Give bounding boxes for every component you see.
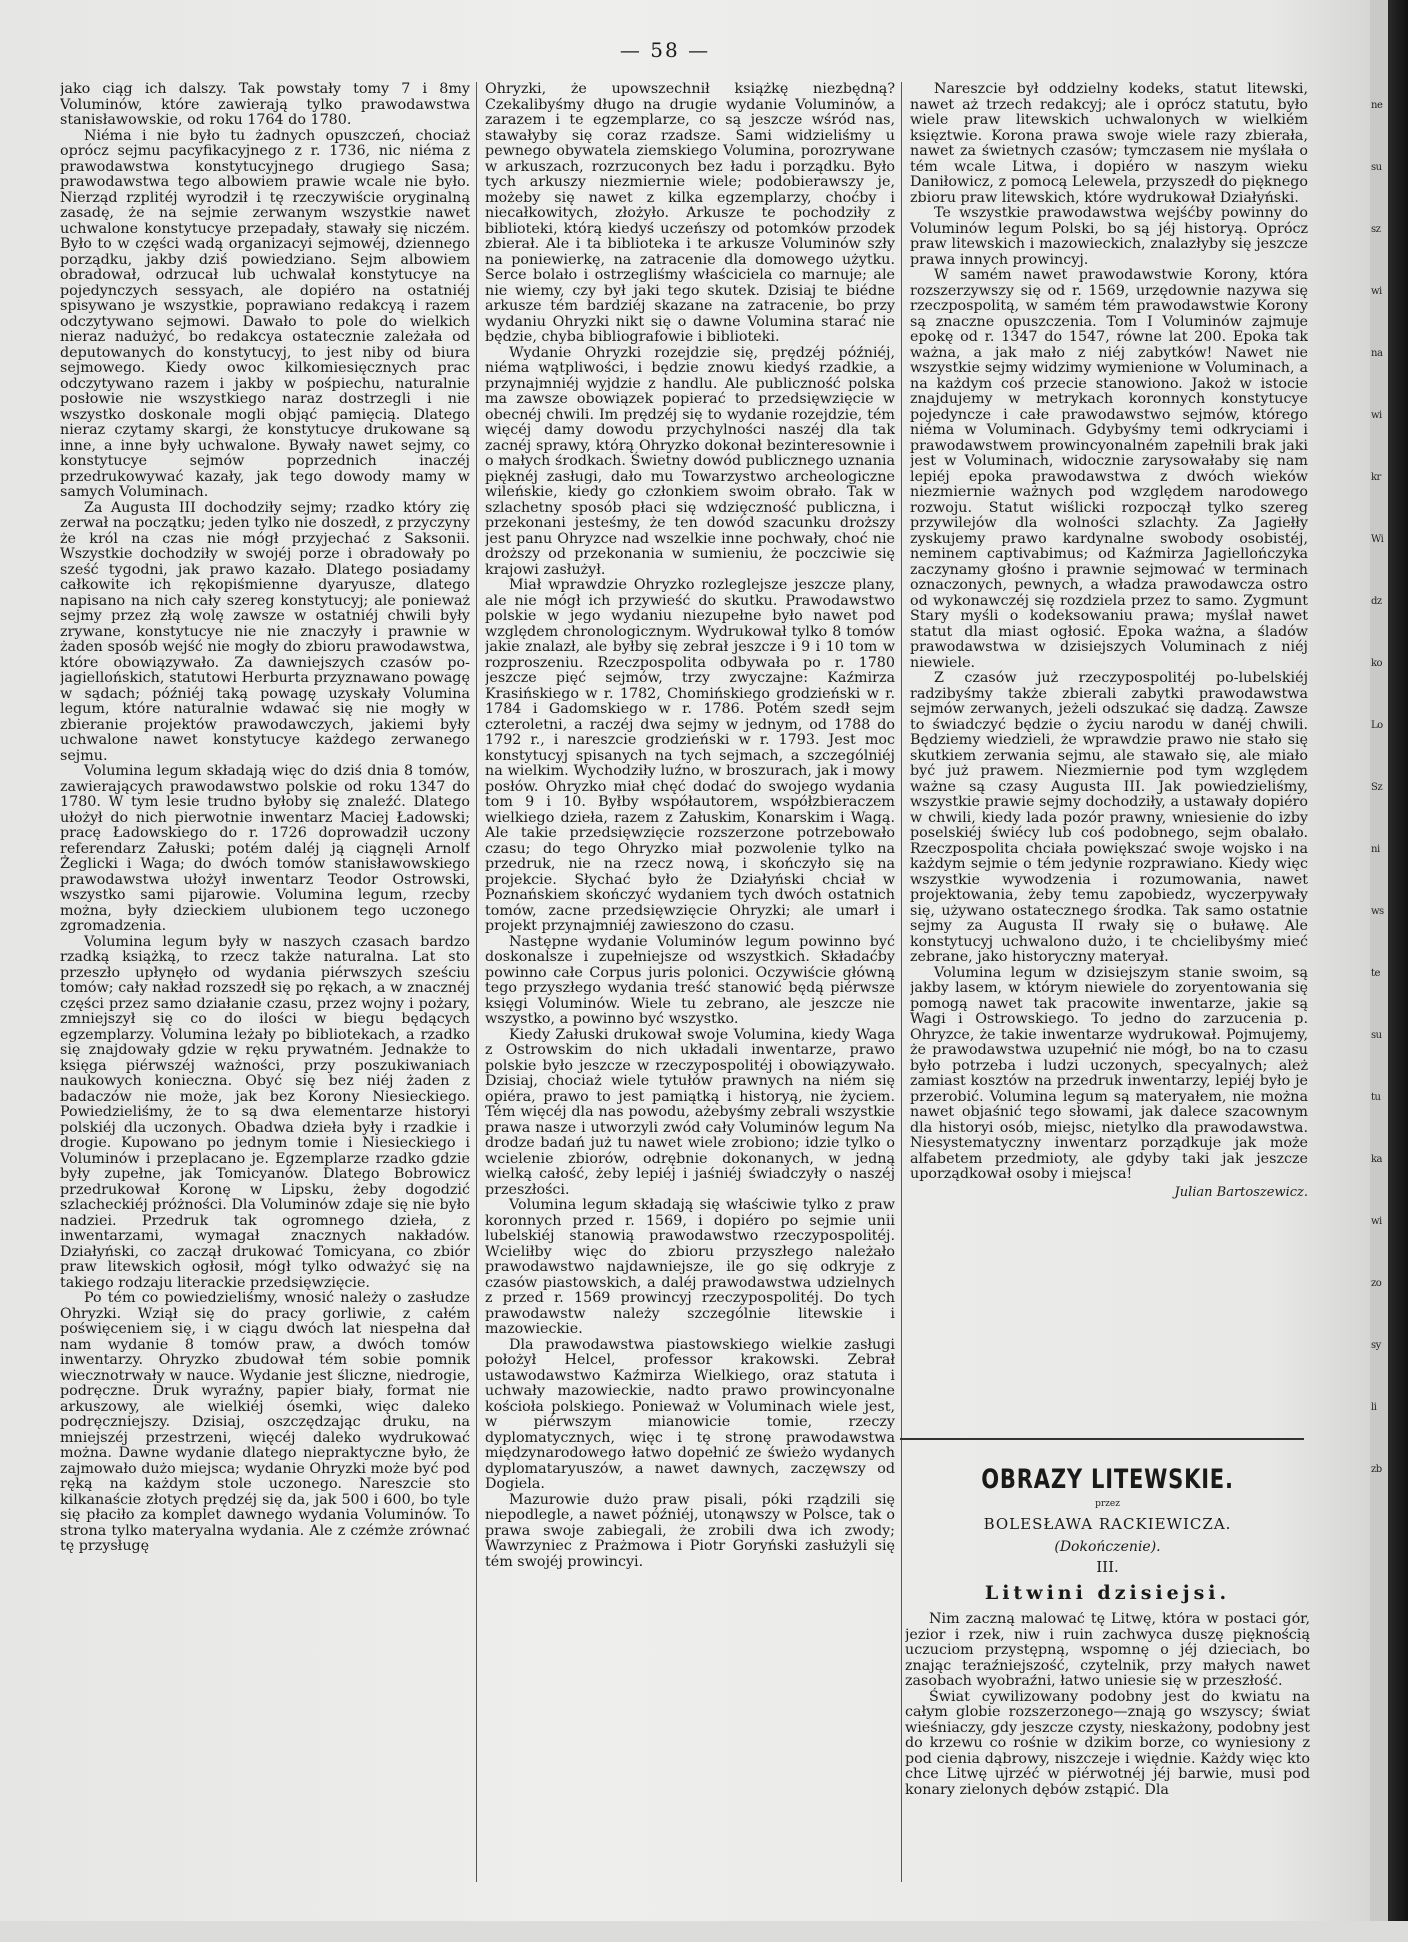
adjacent-text-fragment: zb (1371, 1464, 1382, 1475)
paragraph: Wydanie Ohryzki rozejdzie się, prędzéj późniéj, niéma wątpliwości, i będzie znowu kiedyś rzadkie, a przynajmniéj wyjdzie z handlu. Ale publiczność polska ma zawsze obowiązek popierać to przedsięwzięcie w obecnéj chwili. Im prędzéj się to wydanie rozejdzie, tém więcéj damy dowodu przychylności naszéj dla tak zacnéj sprawy, którą Ohryzko dokonał bezinteresownie i o małych środkach. Świetny dowód publicznego uznania pięknéj zasługi, dało mu Towarzystwo archeologiczne wileńskie, kiedy go członkiem swoim obrało. Tak w szlachetny sposób płaci się wdzięczność publiczna, i przekonani jesteśmy, że ten dowód szacunku droższy jest panu Ohryzce nad wszelkie inne pochwały, choć nie droższy od przekonania w sumieniu, że poczciwie się krajowi zasłużył. (485, 344, 895, 578)
paragraph: Następne wydanie Voluminów legum powinno być doskonalsze i zupełniejsze od wszystkich. Składaćby powinno całe Corpus juris polonici. Oczywiście główną tego przyszłego wydania treść stanowić będą piérwsze księgi Voluminów. Wiele tu zebrano, ale jeszcze nie wszystko, a powinno być wszystko. (485, 933, 895, 1027)
adjacent-text-fragment: Lo (1371, 720, 1383, 731)
article-by: przez (1095, 1499, 1120, 1509)
text-column-2 (485, 82, 895, 1902)
article-note: (Dokończenie). (1054, 1539, 1161, 1555)
paragraph: Nareszcie był oddzielny kodeks, statut litewski, nawet aż trzech redakcyj; ale i oprócz statutu, było wiele praw litewskich uchwalonych w wielkiém księztwie. Korona prawa swoje wiele razy zbierała, nawet za świetnych czasów; tymczasem nie myślała o tém wcale Litwa, i dopiéro w naszym wieku Daniłowicz, z pomocą Lelewela, przyszedł do pięknego zbioru praw litewskich, które wydrukował Działyński. (910, 82, 1308, 206)
adjacent-text-fragment: wi (1371, 410, 1382, 421)
paragraph: Mazurowie dużo praw pisali, póki rządzili się niepodlegle, a nawet późniéj, utonąwszy w Polsce, tak o prawa swoje zabiegali, że zrobili dwa ich zwody; Wawrzyniec z Prażmowa i Piotr Goryński zasłużyli się tém swojéj prowincyi. (485, 1491, 895, 1570)
column-divider (476, 82, 477, 1882)
section-rule (900, 1438, 1304, 1440)
text-column-1 (60, 82, 470, 1902)
adjacent-text-fragment: ka (1371, 1154, 1383, 1165)
article-obrazy-litewskie (905, 1460, 1310, 1942)
adjacent-text-fragment: te (1371, 968, 1380, 979)
adjacent-text-fragment: ni (1371, 844, 1380, 855)
book-gutter (1388, 0, 1408, 1921)
adjacent-text-fragment: tu (1371, 1092, 1381, 1103)
adjacent-text-fragment: sz (1371, 224, 1381, 235)
article-body (905, 1612, 1310, 1942)
adjacent-page-strip (1370, 0, 1388, 1921)
adjacent-text-fragment: zo (1371, 1278, 1382, 1289)
adjacent-text-fragment: li (1371, 1402, 1377, 1413)
adjacent-text-fragment: Wi (1371, 534, 1384, 545)
adjacent-text-fragment: wi (1371, 1216, 1382, 1227)
article-author: BOLESŁAWA RACKIEWICZA. (983, 1515, 1232, 1533)
paragraph: Volumina legum składają się właściwie tylko z praw koronnych przed r. 1569, i dopiéro po sejmie unii lubelskiéj stanowią prawodawstwo rzeczypospolitéj. Wcieliłby więc do zbioru przyszłego należało prawodawstwo najdawniejsze, ile go się odkryje z czasów piastowskich, a daléj prawodawstwa udzielnych z przed r. 1569 prowincyj rzeczypospolitéj. Do tych prawodawstw należy szczególnie litewskie i mazowieckie. (485, 1197, 895, 1337)
adjacent-text-fragment: su (1371, 1030, 1382, 1041)
paragraph: Te wszystkie prawodawstwa wejśćby powinny do Voluminów legum Polski, bo są jéj historyą. Oprócz praw litewskich i mazowieckich, znalazłyby się jeszcze prawa innych prowincyj. (910, 205, 1308, 268)
column-divider (901, 82, 902, 1882)
article-title: OBRAZY LITEWSKIE. (981, 1464, 1234, 1495)
paragraph: jako ciąg ich dalszy. Tak powstały tomy 7 i 8my Voluminów, które zawierają tylko prawodawstwa stanisławowskie, od roku 1764 do 1780. (60, 82, 470, 128)
adjacent-text-fragment: Sz (1371, 782, 1383, 793)
paragraph: Niéma i nie było tu żadnych opuszczeń, chociaż oprócz sejmu pacyfikacyjnego z r. 1736, nic niéma z prawodawstwa konstytucyjnego drugiego Sasa; prawodawstwa tego albowiem prawie wcale nie było. Nierząd rzplitéj wyrodził i tę rzeczywiście oryginalną zasadę, że na sejmie zerwanym wszystkie nawet uchwalone konstytucye przepadały, stawały się niczém. Było to w części wadą organizacyi sejmowéj, dziennego porządku, jakby dziś powiedziano. Sejm albowiem obradował, odrzucał lub uchwalał konstytucye na pojedynczych sessyach, ale dopiéro na ostatniéj spisywano je wszystkie, poprawiano redakcyą i razem odczytywano sejmowi. Dawało to pole do wielkich nieraz nadużyć, bo redakcya ostatecznie zależała od deputowanych do konstytucyj, to jest niby od biura sejmowego. Kiedy owoc kilkomiesięcznych prac odczytywano razem i jakby w pośpiechu, naturalnie posłowie nie wszystkiego naraz dostrzegli i nie wszystko doskonale mogli objąć pamięcią. Dlatego nieraz czytamy skargi, że konstytucye drukowane są inne, a inne były uchwalone. Bywały nawet sejmy, co konstytucye sejmów poprzednich inaczéj przedrukowywać kazały, jak tego dowody mamy w samych Voluminach. (60, 127, 470, 500)
paragraph: Dla prawodawstwa piastowskiego wielkie zasługi położył Helcel, professor krakowski. Zebrał ustawodawstwo Kaźmirza Wielkiego, oraz statuta i uchwały mazowieckie, nadto prawo prowincyonalne kościoła polskiego. Ponieważ w Voluminach wiele jest, w piérwszym mianowicie tomie, rzeczy dyplomatycznych, więc i tę stronę prawodawstwa międzynarodowego łatwo dopełnić ze świeżo wydanych dyplomataryuszów, a nawet dawnych, zaczęwszy od Dogiela. (485, 1336, 895, 1492)
adjacent-text-fragment: kr (1371, 472, 1381, 483)
adjacent-text-fragment: su (1371, 162, 1382, 173)
adjacent-text-fragment: ne (1371, 100, 1383, 111)
adjacent-text-fragment: na (1371, 348, 1383, 359)
adjacent-text-fragment: ko (1371, 658, 1383, 669)
adjacent-text-fragment: dz (1371, 596, 1382, 607)
adjacent-text-fragment: wi (1371, 286, 1382, 297)
paragraph: W samém nawet prawodawstwie Korony, która rozszerzywszy się od r. 1569, urzędownie nazywa się rzeczpospolitą, w samém tém prawodawstwie Korony są znaczne opuszczenia. Tom I Voluminów zajmuje epokę od r. 1347 do 1547, równe lat 200. Epoka tak ważna, a jak mało z niéj zabytków! Nawet nie wszystkie sejmy widzimy wymienione w Voluminach, a na każdym coś przecie stanowiono. Jakoż w istocie znajdujemy w metrykach koronnych konstytucye pojedyncze i całe prawodawstwo sejmów, którego niéma w Voluminach. Gdybyśmy temi odkryciami i prawodawstwem prowincyonalném zapełnili brak jaki jest w Voluminach, widocznie zarysowałaby się nam lepiéj epoka prawodawstwa z dwóch wieków niezmiernie ważnych pod względem narodowego rozwoju. Statut wiślicki rozpoczął tylko szereg przywilejów dla wolności szlachty. Za Jagiełły zyskujemy prawo kardynalne swobody osobistéj, neminem captivabimus; od Kaźmirza Jagiellończyka zaczynamy głośno i prawnie sejmować w terminach oznaczonych, pewnych, a władza prawodawcza ostro od wykonawczéj się rozdziela przez to samo. Zygmunt Stary myśli o kodeksowaniu prawa; myślał nawet statut dla miast ogłosić. Epoka ważna, a śladów prawodawstwa w dzisiejszych Voluminach z niéj niewiele. (910, 267, 1308, 671)
paragraph: Ohryzki, że upowszechnił książkę niezbędną? Czekalibyśmy długo na drugie wydanie Voluminów, a zarazem i te egzemplarze, co są jeszcze wśród nas, stawałyby się coraz rzadsze. Sami widzieliśmy u pewnego obywatela ziemskiego Volumina, porozrywane w arkuszach, rozrzuconych bez ładu i porządku. Było tych arkuszy niezmiernie wiele; podobierawszy je, możeby się nawet z kilka egzemplarzy, choćby i niecałkowitych, złożyło. Arkusze te pochodziły z biblioteki, którą kiedyś uczeńszy od potomków przodek zbierał. Ale i ta biblioteka i te arkusze Voluminów szły na poniewierkę, na zatracenie dla domowego użytku. Serce bolało i ostrzegliśmy właściciela co marnuje; ale nie wiemy, czy był jaki tego skutek. Dzisiaj te biédne arkusze tém bardziéj skazane na zatracenie, bo przy wydaniu Ohryzki nikt się o dawne Volumina starać nie będzie, chyba bibliografowie i biblioteki. (485, 82, 895, 345)
adjacent-text-fragment: ws (1371, 906, 1384, 917)
paragraph: Świat cywilizowany podobny jest do kwiatu na całym globie rozszerzonego—znają go wszyscy; świat wieśniaczy, gdy jeszcze czysty, nieskażony, podobny jest do krzewu co rośnie w dzikim borze, co wyniesiony z pod cienia dąbrowy, niszczeje i więdnie. Każdy więc kto chce Litwę ujrzéć w piérwotnéj jéj barwie, musi pod konary zielonych dębów zstąpić. Dla (905, 1688, 1310, 1798)
paragraph: Miał wprawdzie Ohryzko rozleglejsze jeszcze plany, ale nie mógł ich przywieść do skutku. Prawodawstwo polskie w jego wydaniu niezupełne było nawet pod względem chronologicznym. Wydrukował tylko 8 tomów jakie znalazł, ale byłby się zebrał jeszcze i 9 i 10 tom w rozproszeniu. Rzeczpospolita odbywała po r. 1780 jeszcze pięć sejmów, trzy zwyczajne: Kaźmirza Krasińskiego w r. 1782, Chomińskiego grodzieński w r. 1784 i Gadomskiego w r. 1786. Potém szedł sejm czteroletni, a raczéj dwa sejmy w jednym, od 1788 do 1792 r., i nareszcie grodzieński w r. 1793. Jest moc konstytucyj spisanych na tych sejmach, a szczególniéj na wielkim. Wychodziły luźno, w broszurach, jak i mowy posłów. Ohryzko miał chęć dodać do swojego wydania tom 9 i 10. Byłby współautorem, współzbieraczem wielkiego dzieła, razem z Załuskim, Konarskim i Wagą. Ale takie przedsięwzięcie rozszerzone potrzebowało czasu; do tego Ohryzko miał pozwolenie tylko na przedruk, nie na rzecz nową, i skończyło się na projekcie. Słychać było że Działyński chciał w Poznańskiem skończyć wydaniem tych dwóch ostatnich tomów, zacne przedsięwzięcie Ohryzki; ale umarł i projekt przynajmniéj zawieszono do czasu. (485, 577, 895, 934)
paragraph: Volumina legum były w naszych czasach bardzo rzadką książką, to rzecz także naturalna. Lat sto przeszło upłynęło od wydania piérwszych sześciu tomów; cały nakład rozszedł się po rękach, a w znacznéj części przez samo działanie czasu, przez wojny i pożary, zmniejszył się co do ilości w biegu będących egzemplarzy. Volumina leżały po bibliotekach, a rzadko się znajdowały gdzie w ręku prywatném. Jednakże to księga piérwszéj ważności, przy poszukiwaniach naukowych konieczna. Obyć się bez niéj żaden z badaczów nie może, jak bez Korony Niesieckiego. Powiedzieliśmy, że to są dwa elementarze historyi polskiéj dla uczonych. Obadwa dzieła były i rzadkie i drogie. Kupowano po jednym tomie i Niesieckiego i Voluminów i przeplacano je. Egzemplarze rzadko gdzie były zupełne, jak Tomicyanów. Dlatego Bobrowicz przedrukował Koronę w Lipsku, żeby dogodzić szlacheckiéj próżności. Dla Voluminów zdaje się nie było nadziei. Przedruk tak ogromnego dzieła, z inwentarzami, wymagał znacznych nakładów. Działyński, co zaczął drukować Tomicyana, co zbiór praw litewskich ogłosił, mógł tylko odważyć się na takiego rodzaju literackie przedsięwzięcie. (60, 933, 470, 1291)
text-column-3 (910, 82, 1308, 1462)
article-part-number: III. (1096, 1558, 1119, 1576)
article-subtitle: Litwini dzisiejsi. (984, 1582, 1231, 1604)
paragraph: Volumina legum składają więc do dziś dnia 8 tomów, zawierających prawodawstwo polskie od roku 1347 do 1780. W tym lesie trudno byłoby się znaleźć. Dlatego ułożył do nich pierwotnie inwentarz Maciej Ładowski; pracę Ładowskiego do r. 1726 doprowadził uczony referendarz Załuski; potém daléj ją ciągnęli Arnolf Żeglicki i Waga; do dwóch tomów stanisławowskiego prawodawstwa ułożył inwentarz Teodor Ostrowski, wszystko sami pijarowie. Volumina legum, rzecby można, były dzieckiem ulubionem tego uczonego zgromadzenia. (60, 763, 470, 934)
paragraph: Volumina legum w dzisiejszym stanie swoim, są jakby lasem, w którym niewiele do zoryentowania się pomogą nawet tak pracowite inwentarze, jakie są Wagi i Ostrowskiego. To jedno do zarzucenia p. Ohryzce, że takie inwentarze wydrukował. Pojmujemy, że prawodawstwa uzupełnić nie mógł, bo na to czasu było potrzeba i ludzi uczonych, specyalnych; ależ zamiast kosztów na przedruk inwentarzy, lepiéj było je przerobić. Volumina legum są materyałem, nie można nawet objaśnić tego słowami, jak dalece szacownym dla historyi osób, miejsc, nietylko dla prawodawstwa. Niesystematyczny inwentarz porządkuje jak może alfabetem przedmioty, ale gdyby taki jak jeszcze uporządkował osoby i miejsca! (910, 964, 1308, 1182)
paragraph: Po tém co powiedzieliśmy, wnosić należy o zasłudze Ohryzki. Wziął się do pracy gorliwie, z całém poświęceniem się, i w ciągu dwóch lat niespełna dał nam wydanie 8 tomów praw, a dwóch tomów inwentarzy. Ohryzko zbudował tém sobie pomnik wiecznotrwały w nauce. Wydanie jest śliczne, niedrogie, podręczne. Druk wyraźny, papier biały, format nie arkuszowy, ale wielkiéj ósemki, więc daleko podręczniejszy. Dzisiaj, oszczędzając druku, na mniejszéj przestrzeni, więcéj daleko wydrukować można. Dawne wydanie dlatego niepraktyczne było, że zajmowało dużo miejsca; wydanie Ohryzki może być pod ręką na każdym stole uczonego. Nareszcie sto kilkanaście złotych prędzéj się da, jak 500 i 600, bo tyle się płaciło za komplet dawnego wydania Voluminów. To strona tylko materyalna wydania. Ale z czémże zrównać tę przysługę (60, 1290, 470, 1554)
paragraph: Nim zaczną malować tę Litwę, która w postaci gór, jezior i rzek, niw i ruin zachwyca duszę pięknością uczuciom przystępną, wspomnę o jéj dzieciach, bo znając teraźniejszość, czytelnik, przy małych nawet zasobach wyobraźni, łatwo uniesie się w przeszłość. (905, 1612, 1310, 1689)
page-number: — 58 — (619, 38, 711, 62)
paragraph: Kiedy Załuski drukował swoje Volumina, kiedy Waga z Ostrowskim do nich układali inwentarze, prawo polskie było jeszcze w rzeczypospolitéj i obowiązywało. Dzisiaj, chociaż wiele tytułów prawnych na niém się opiéra, prawo to jest pamiątką i historyą, nie życiem. Tém więcéj dla nas powodu, ażebyśmy zebrali wszystkie prawa nasze i utworzyli zwód cały Voluminów legum Na drodze badań już tu nawet wiele zrobiono; idzie tylko o wcielenie zbiorów, odrębnie dokonanych, w jedną wielką całość, żeby lepiéj i jaśniéj świadczyły o naszéj przeszłości. (485, 1026, 895, 1198)
paragraph: Z czasów już rzeczypospolitéj po-lubelskiéj radzibyśmy także zbierali zabytki prawodawstwa sejmów zerwanych, jeżeli odszukać się dadzą. Zawsze to świadczyć będzie o życiu narodu w danéj chwili. Będziemy wiedzieli, że wprawdzie prawo nie stało się skutkiem zerwania sejmu, ale stawało się, ale miało być już prawem. Niezmiernie pod tym względem ważne są czasy Augusta III. Jak powiedzieliśmy, wszystkie prawie sejmy dochodziły, a ustawały dopiéro w chwili, kiedy lada pozór prawny, wniesienie do izby poselskiéj świécy lub coś podobnego, sejm obalało. Rzeczpospolita chciała powiększać swoje wojsko i na każdym sejmie o tém jedynie rozprawiano. Kiedy więc wszystkie wywodzenia i rozumowania, nawet projektowania, żeby temu zapobiedz, wyczerpywały się, używano ostatecznego środka. Tak samo ostatnie sejmy za Augusta II rwały się o buławę. Ale konstytucyj uchwalono dużo, i te chcielibyśmy mieć zebrane, jako historyczny materyał. (910, 670, 1308, 965)
paragraph: Za Augusta III dochodziły sejmy; rzadko który zię zerwał na początku; jeden tylko nie doszedł, z przyczyny że król na czas nie mógł przyjechać z Saksonii. Wszystkie dochodziły w swojéj porze i obradowały po sześć tygodni, jak prawo kazało. Dlatego posiadamy całkowite ich rękopiśmienne dyaryusze, dlatego napisano na nich cały szereg konstytucyj; ale ponieważ sejmy przez złą wolę zawsze w ostatniéj chwili były zrywane, konstytucye nie nie znaczyły i prawnie w żaden sposób wejść nie mogły do zbioru prawodawstwa, które obowiązywało. Za dawniejszych czasów po-jagiellońskich, statutowi Herburta przyznawano powagę w sądach; późniéj taką powagę uzyskały Volumina legum, które naturalnie wdawać się nie mogły w zbieranie projektów prawodawczych, jakiemi były uchwalone nawet konstytucye każdego zerwanego sejmu. (60, 499, 470, 764)
adjacent-text-fragment: sy (1371, 1340, 1381, 1351)
author-signature: Julian Bartoszewicz. (1174, 1184, 1308, 1200)
